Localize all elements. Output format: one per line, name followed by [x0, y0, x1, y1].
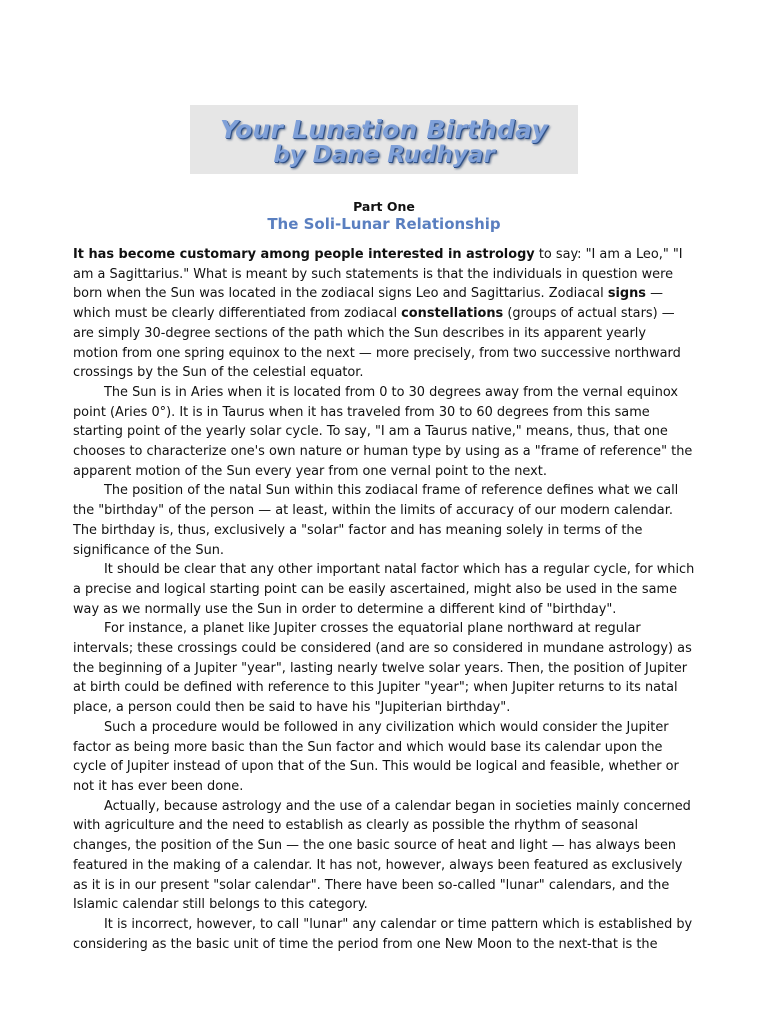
banner-title: Your Lunation Birthday: [220, 115, 548, 144]
paragraph-3: The position of the natal Sun within this zodiacal frame of reference defines what we call the "birthday" of the person — at least, within the limits of accuracy of our modern calendar. The birthday is, thus, exclusively a "solar" factor and has meaning solely in terms of the significance of the Sun.: [73, 483, 679, 558]
bold-term-constellations: constellations: [401, 306, 504, 322]
bold-term-signs: signs: [607, 286, 646, 302]
part-label: Part One: [353, 199, 415, 214]
article-body: [73, 245, 695, 954]
paragraph-1-text-b: — which must be clearly differentiated from zodiacal: [73, 286, 663, 322]
paragraph-1: [73, 245, 695, 383]
chapter-title: The Soli-Lunar Relationship: [267, 215, 501, 233]
paragraph-2: The Sun is in Aries when it is located from 0 to 30 degrees away from the vernal equinox point (Aries 0°). It is in Taurus when it has traveled from 30 to 60 degrees from this same starting point of the yearly solar cycle. To say, "I am a Taurus native," means, thus, that one chooses to characterize one's own nature or human type by using as a "frame of reference" the apparent motion of the Sun every year from one vernal point to the next.: [73, 384, 693, 479]
title-banner-image: [190, 105, 578, 174]
paragraph-5: For instance, a planet like Jupiter crosses the equatorial plane northward at regular intervals; these crossings could be considered (and are so considered in mundane astrology) as the beginning of a Jupiter "year", lasting nearly twelve solar years. Then, the position of Jupiter at birth could be defined with reference to this Jupiter "year"; when Jupiter returns to its natal place, a person could then be said to have his "Jupiterian birthday".: [73, 621, 692, 716]
paragraph-1-text-c: (groups of actual stars) — are simply 30-degree sections of the path which the Sun describes in its apparent yearly motion from one spring equinox to the next — more precisely, from two successive northward crossings by the Sun of the celestial equator.: [73, 306, 681, 381]
lead-in-bold: It has become customary among people interested in astrology: [73, 247, 535, 262]
paragraph-7: Actually, because astrology and the use of a calendar began in societies mainly concerned with agriculture and the need to establish as clearly as possible the rhythm of seasonal changes, the position of the Sun — the one basic source of heat and light — has always been featured in the making of a calendar. It has not, however, always been featured as exclusively as it is in our present "solar calendar". There have been so-called "lunar" calendars, and the Islamic calendar still belongs to this category.: [73, 798, 691, 913]
paragraph-4: It should be clear that any other important natal factor which has a regular cycle, for which a precise and logical starting point can be easily ascertained, might also be used in the same way as we normally use the Sun in order to determine a different kind of "birthday".: [73, 562, 695, 617]
paragraph-1-text-a: to say: "I am a Leo," "I am a Sagittarius." What is meant by such statements is that the individuals in question were born when the Sun was located in the zodiacal signs Leo and Sagittarius. Zodiacal: [73, 247, 683, 302]
paragraph-6: Such a procedure would be followed in any civilization which would consider the Jupiter factor as being more basic than the Sun factor and which would base its calendar upon the cycle of Jupiter instead of upon that of the Sun. This would be logical and feasible, whether or not it has ever been done.: [73, 719, 679, 794]
banner-author: by Dane Rudhyar: [273, 142, 495, 168]
paragraph-8: It is incorrect, however, to call "lunar" any calendar or time pattern which is established by considering as the basic unit of time the period from one New Moon to the next-that is the: [73, 916, 693, 952]
